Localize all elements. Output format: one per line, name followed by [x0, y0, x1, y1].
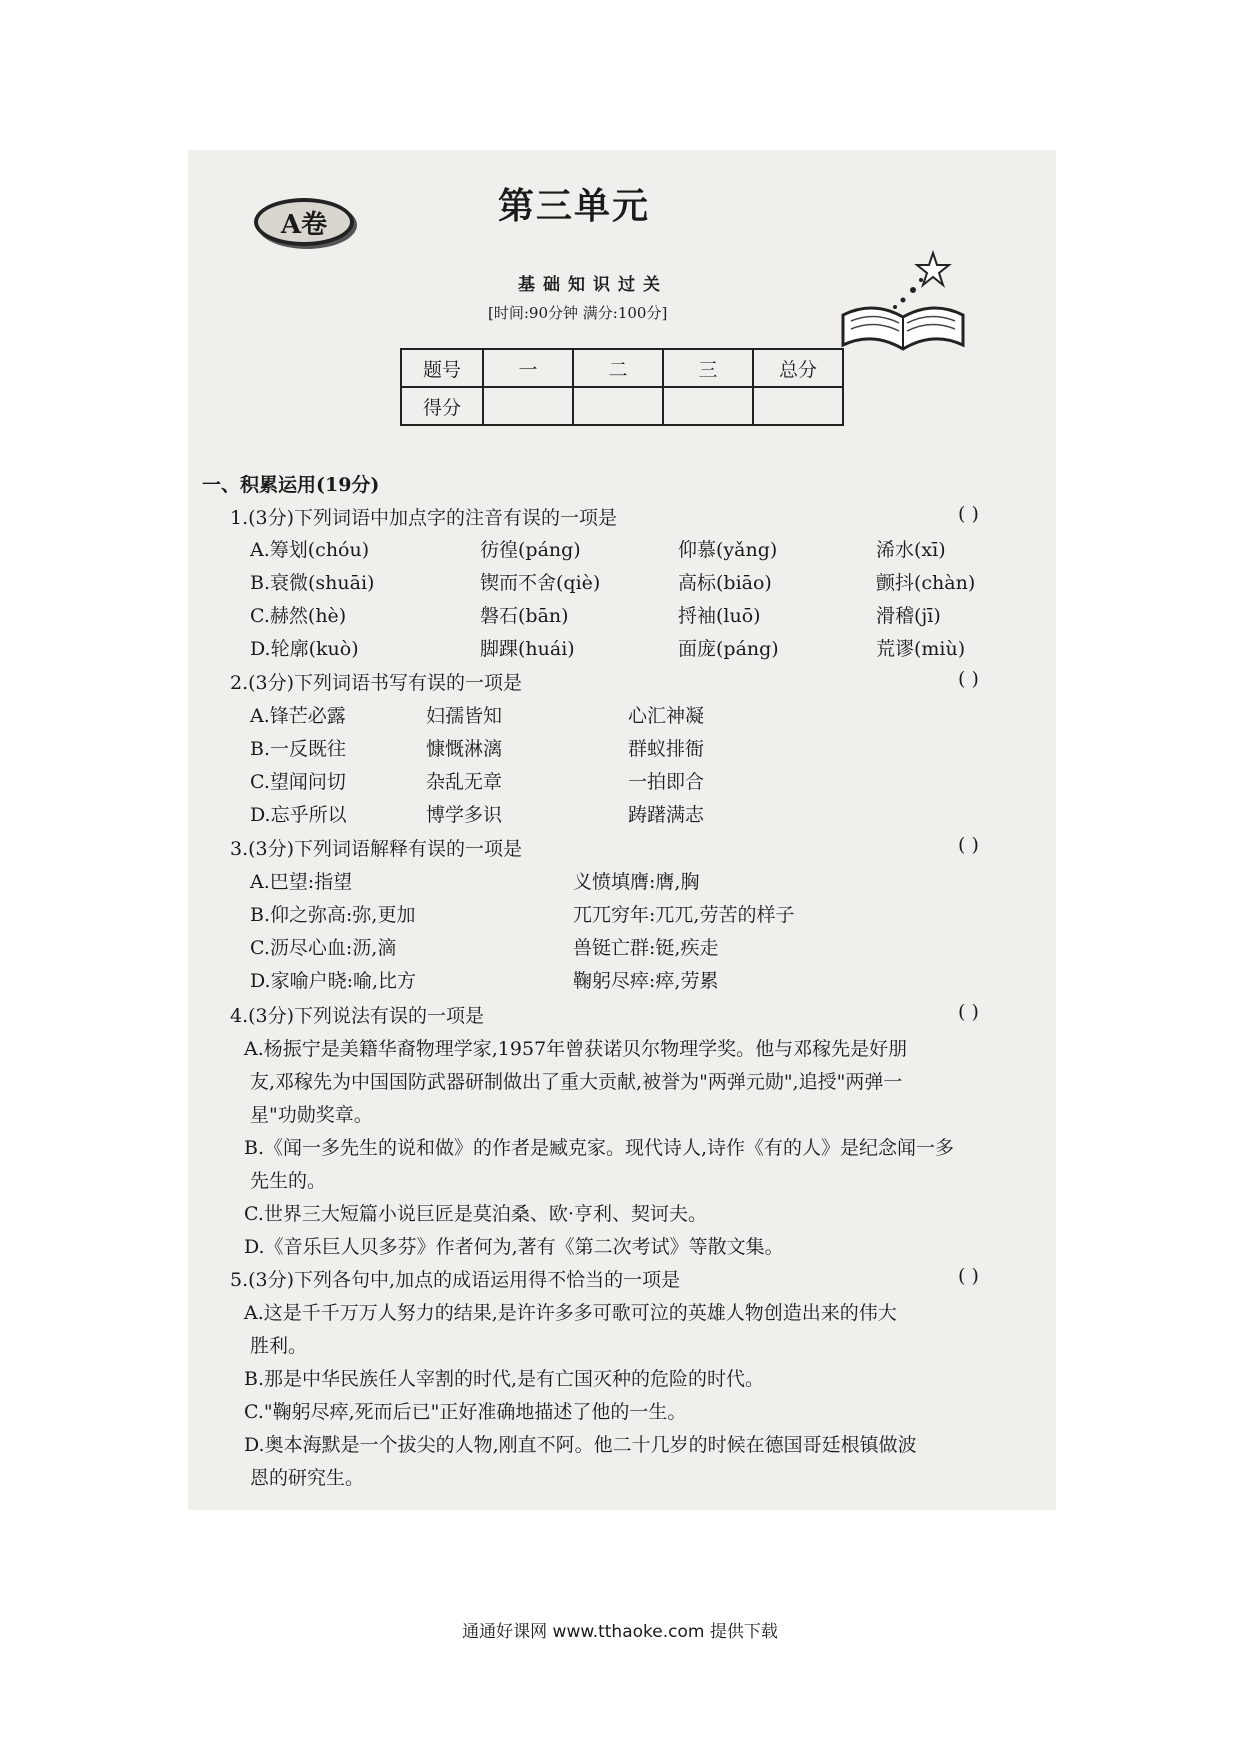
q2-option: A.锋芒必露 — [250, 705, 346, 727]
q4-line: B.《闻一多先生的说和做》的作者是臧克家。现代诗人,诗作《有的人》是纪念闻一多 — [244, 1137, 955, 1159]
q1-option: 滑稽(jī) — [876, 605, 941, 627]
score-cell — [753, 387, 843, 425]
score-table-header — [401, 349, 843, 387]
q1-option: 彷徨(páng) — [480, 539, 581, 561]
q4-line: C.世界三大短篇小说巨匠是莫泊桑、欧·亨利、契诃夫。 — [244, 1203, 707, 1225]
q1-option: B.衰微(shuāi) — [250, 572, 375, 594]
q4-line: 友,邓稼先为中国国防武器研制做出了重大贡献,被誉为"两弹元勋",追授"两弹一 — [250, 1071, 903, 1093]
q1-option: 颤抖(chàn) — [876, 572, 976, 594]
score-cell — [573, 387, 663, 425]
q3-option: B.仰之弥高:弥,更加 — [250, 904, 416, 926]
q1-option: 脚踝(huái) — [480, 638, 575, 660]
question-2-stem: 2.(3分)下列词语书写有误的一项是 — [230, 672, 523, 694]
q2-option: 慷慨淋漓 — [426, 738, 503, 760]
q4-line: 星"功勋奖章。 — [250, 1104, 373, 1126]
score-cell: 题号 — [401, 349, 483, 387]
answer-blank: ( ) — [958, 1265, 979, 1287]
volume-badge — [254, 198, 354, 246]
q2-option: B.一反既往 — [250, 738, 347, 760]
q5-line: B.那是中华民族任人宰割的时代,是有亡国灭种的危险的时代。 — [244, 1368, 765, 1390]
q2-option: 踌躇满志 — [628, 804, 705, 826]
q1-option: 面庞(páng) — [678, 638, 779, 660]
q3-option: A.巴望:指望 — [250, 871, 353, 893]
q2-option: C.望闻问切 — [250, 771, 346, 793]
q3-option: D.家喻户晓:喻,比方 — [250, 970, 417, 992]
q5-line: D.奥本海默是一个拔尖的人物,刚直不阿。他二十几岁的时候在德国哥廷根镇做波 — [244, 1434, 917, 1456]
score-cell — [663, 387, 753, 425]
q3-option: C.沥尽心血:沥,滴 — [250, 937, 397, 959]
q1-option: 锲而不舍(qiè) — [480, 572, 601, 594]
section-heading: 一、积累运用(19分) — [202, 474, 380, 496]
question-4-stem: 4.(3分)下列说法有误的一项是 — [230, 1005, 485, 1027]
q1-option: 磐石(bān) — [480, 605, 569, 627]
q5-line: 恩的研究生。 — [250, 1467, 365, 1489]
footer-credit: 通通好课网 www.tthaoke.com 提供下载 — [462, 1622, 778, 1642]
answer-blank: ( ) — [958, 503, 979, 525]
question-1-stem: 1.(3分)下列词语中加点字的注音有误的一项是 — [230, 507, 618, 529]
q2-option: D.忘乎所以 — [250, 804, 347, 826]
q2-option: 杂乱无章 — [426, 771, 503, 793]
question-5-stem: 5.(3分)下列各句中,加点的成语运用得不恰当的一项是 — [230, 1269, 681, 1291]
q3-option: 义愤填膺:膺,胸 — [573, 871, 700, 893]
q1-option: 浠水(xī) — [876, 539, 946, 561]
q2-option: 妇孺皆知 — [426, 705, 503, 727]
score-table — [400, 348, 844, 426]
q2-option: 一拍即合 — [628, 771, 705, 793]
q4-line: 先生的。 — [250, 1170, 327, 1192]
q1-option: A.筹划(chóu) — [250, 539, 370, 561]
q3-option: 鞠躬尽瘁:瘁,劳累 — [573, 970, 719, 992]
score-cell — [483, 387, 573, 425]
score-cell: 得分 — [401, 387, 483, 425]
open-book-icon — [833, 245, 973, 355]
exam-page — [188, 150, 1056, 1510]
score-cell: 三 — [663, 349, 753, 387]
q1-option: 捋袖(luō) — [678, 605, 761, 627]
answer-blank: ( ) — [958, 834, 979, 856]
score-cell: 总分 — [753, 349, 843, 387]
q5-line: 胜利。 — [250, 1335, 308, 1357]
question-3-stem: 3.(3分)下列词语解释有误的一项是 — [230, 838, 523, 860]
q1-option: 高标(biāo) — [678, 572, 772, 594]
q2-option: 博学多识 — [426, 804, 503, 826]
q1-option: D.轮廓(kuò) — [250, 638, 359, 660]
subtitle: 基础知识过关 — [518, 275, 668, 295]
time-info: [时间:90分钟 满分:100分] — [488, 304, 668, 322]
q1-option: 仰慕(yǎng) — [678, 539, 778, 561]
answer-blank: ( ) — [958, 668, 979, 690]
q2-option: 心汇神凝 — [628, 705, 705, 727]
q4-line: A.杨振宁是美籍华裔物理学家,1957年曾获诺贝尔物理学奖。他与邓稼先是好朋 — [244, 1038, 908, 1060]
score-cell: 二 — [573, 349, 663, 387]
q5-line: A.这是千千万万人努力的结果,是许许多多可歌可泣的英雄人物创造出来的伟大 — [244, 1302, 897, 1324]
q5-line: C."鞠躬尽瘁,死而后已"正好准确地描述了他的一生。 — [244, 1401, 687, 1423]
answer-blank: ( ) — [958, 1001, 979, 1023]
score-cell: 一 — [483, 349, 573, 387]
q3-option: 兽铤亡群:铤,疾走 — [573, 937, 719, 959]
q4-line: D.《音乐巨人贝多芬》作者何为,著有《第二次考试》等散文集。 — [244, 1236, 784, 1258]
volume-badge-label: A卷 — [280, 209, 328, 240]
unit-title: 第三单元 — [498, 185, 651, 227]
q3-option: 兀兀穷年:兀兀,劳苦的样子 — [573, 904, 795, 926]
q1-option: C.赫然(hè) — [250, 605, 347, 627]
q1-option: 荒谬(miù) — [876, 638, 966, 660]
q2-option: 群蚁排衙 — [628, 738, 705, 760]
score-table-row — [401, 387, 843, 425]
